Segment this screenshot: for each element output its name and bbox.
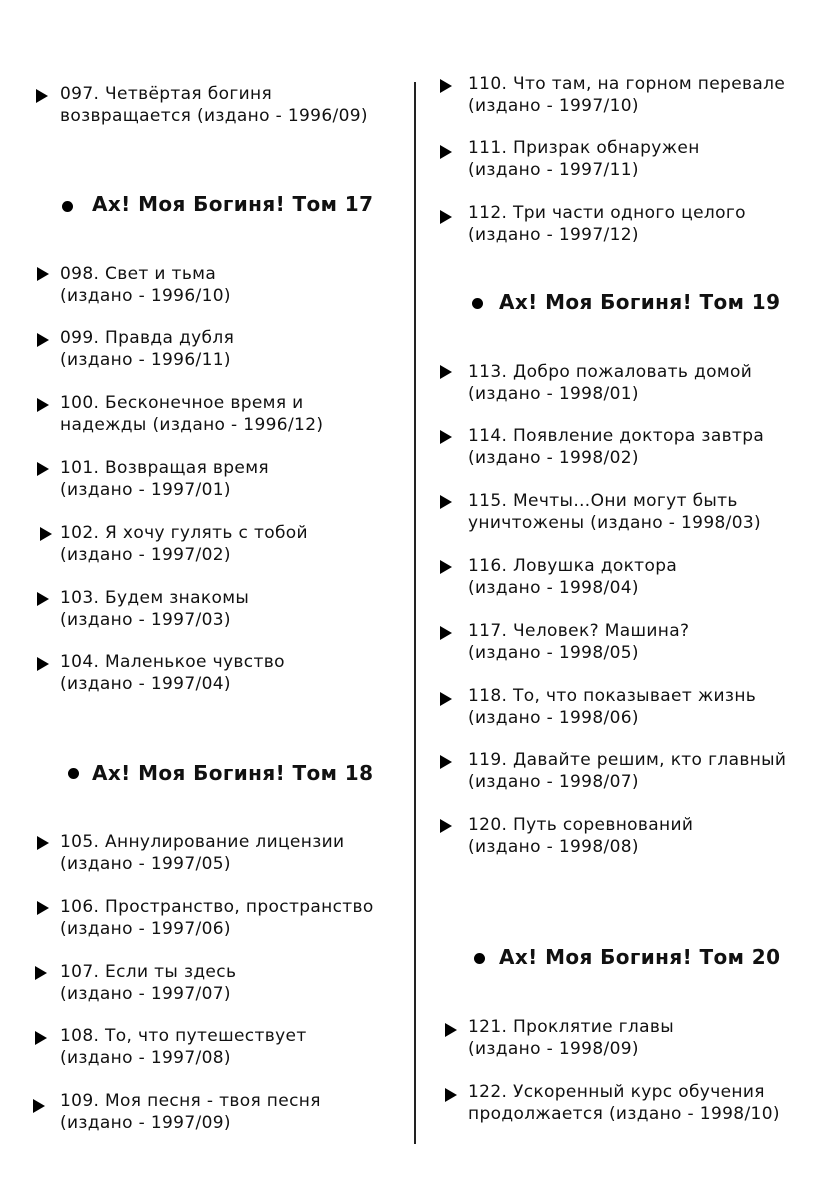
chapter-title: 117. Человек? Машина?: [468, 621, 690, 641]
chapter-date: возвращается (издано - 1996/09): [60, 105, 368, 126]
bullet-dot-icon: [68, 768, 79, 779]
chapter-date: (издано - 1997/04): [60, 673, 231, 694]
chapter-date: продолжается (издано - 1998/10): [468, 1103, 780, 1124]
chapter-title: 100. Бесконечное время и: [60, 393, 304, 413]
chapter-date: (издано - 1998/09): [468, 1038, 639, 1059]
arrow-bullet-icon: [440, 79, 452, 93]
arrow-bullet-icon: [35, 966, 47, 980]
arrow-bullet-icon: [37, 901, 49, 915]
chapter-date: (издано - 1998/01): [468, 383, 639, 404]
arrow-bullet-icon: [445, 1023, 457, 1037]
chapter-title: 097. Четвёртая богиня: [60, 84, 273, 104]
chapter-title: 115. Мечты…Они могут быть: [468, 491, 738, 511]
arrow-bullet-icon: [37, 333, 49, 347]
chapter-date: надежды (издано - 1996/12): [60, 414, 324, 435]
chapter-title: 118. То, что показывает жизнь: [468, 686, 757, 706]
bullet-dot-icon: [474, 953, 485, 964]
chapter-date: (издано - 1997/06): [60, 918, 231, 939]
chapter-title: 103. Будем знакомы: [60, 588, 250, 608]
chapter-title: 108. То, что путешествует: [60, 1026, 307, 1046]
arrow-bullet-icon: [36, 89, 48, 103]
chapter-title: 101. Возвращая время: [60, 458, 269, 478]
column-divider: [414, 82, 416, 1144]
chapter-date: (издано - 1997/07): [60, 983, 231, 1004]
chapter-date: уничтожены (издано - 1998/03): [468, 512, 762, 533]
arrow-bullet-icon: [440, 145, 452, 159]
chapter-title: 116. Ловушка доктора: [468, 556, 678, 576]
chapter-title: 109. Моя песня - твоя песня: [60, 1091, 321, 1111]
arrow-bullet-icon: [440, 210, 452, 224]
arrow-bullet-icon: [37, 836, 49, 850]
chapter-date: (издано - 1998/06): [468, 707, 639, 728]
arrow-bullet-icon: [33, 1099, 45, 1113]
arrow-bullet-icon: [440, 692, 452, 706]
arrow-bullet-icon: [440, 626, 452, 640]
bullet-dot-icon: [62, 201, 73, 212]
chapter-date: (издано - 1997/05): [60, 853, 231, 874]
chapter-title: 119. Давайте решим, кто главный: [468, 750, 787, 770]
arrow-bullet-icon: [35, 1031, 47, 1045]
chapter-title: 104. Маленькое чувство: [60, 652, 285, 672]
bullet-dot-icon: [472, 298, 483, 309]
arrow-bullet-icon: [37, 267, 49, 281]
arrow-bullet-icon: [440, 430, 452, 444]
chapter-date: (издано - 1997/12): [468, 224, 639, 245]
arrow-bullet-icon: [445, 1088, 457, 1102]
chapter-date: (издано - 1997/09): [60, 1112, 231, 1133]
chapter-date: (издано - 1998/04): [468, 577, 639, 598]
chapter-title: 120. Путь соревнований: [468, 815, 694, 835]
chapter-title: 107. Если ты здесь: [60, 962, 237, 982]
volume-title: Ах! Моя Богиня! Том 20: [499, 945, 781, 969]
arrow-bullet-icon: [440, 560, 452, 574]
arrow-bullet-icon: [440, 495, 452, 509]
arrow-bullet-icon: [37, 592, 49, 606]
arrow-bullet-icon: [40, 527, 52, 541]
arrow-bullet-icon: [440, 755, 452, 769]
chapter-title: 112. Три части одного целого: [468, 203, 746, 223]
chapter-date: (издано - 1997/03): [60, 609, 231, 630]
chapter-title: 105. Аннулирование лицензии: [60, 832, 345, 852]
chapter-title: 106. Пространство, пространство: [60, 897, 374, 917]
chapter-title: 122. Ускоренный курс обучения: [468, 1082, 765, 1102]
arrow-bullet-icon: [440, 365, 452, 379]
volume-title: Ах! Моя Богиня! Том 17: [92, 192, 374, 216]
chapter-date: (издано - 1997/01): [60, 479, 231, 500]
chapter-title: 099. Правда дубля: [60, 328, 235, 348]
chapter-title: 113. Добро пожаловать домой: [468, 362, 753, 382]
chapter-title: 114. Появление доктора завтра: [468, 426, 765, 446]
arrow-bullet-icon: [37, 657, 49, 671]
chapter-title: 121. Проклятие главы: [468, 1017, 675, 1037]
arrow-bullet-icon: [37, 398, 49, 412]
chapter-date: (издано - 1997/02): [60, 544, 231, 565]
chapter-date: (издано - 1997/11): [468, 159, 639, 180]
chapter-title: 111. Призрак обнаружен: [468, 138, 700, 158]
volume-title: Ах! Моя Богиня! Том 19: [499, 290, 781, 314]
chapter-date: (издано - 1996/10): [60, 285, 231, 306]
chapter-date: (издано - 1998/02): [468, 447, 639, 468]
chapter-date: (издано - 1998/07): [468, 771, 639, 792]
chapter-title: 098. Свет и тьма: [60, 264, 217, 284]
chapter-date: (издано - 1997/08): [60, 1047, 231, 1068]
chapter-date: (издано - 1998/05): [468, 642, 639, 663]
chapter-date: (издано - 1998/08): [468, 836, 639, 857]
chapter-title: 110. Что там, на горном перевале: [468, 74, 786, 94]
arrow-bullet-icon: [440, 819, 452, 833]
arrow-bullet-icon: [37, 462, 49, 476]
volume-title: Ах! Моя Богиня! Том 18: [92, 761, 374, 785]
chapter-date: (издано - 1997/10): [468, 95, 639, 116]
chapter-date: (издано - 1996/11): [60, 349, 231, 370]
chapter-title: 102. Я хочу гулять с тобой: [60, 523, 308, 543]
